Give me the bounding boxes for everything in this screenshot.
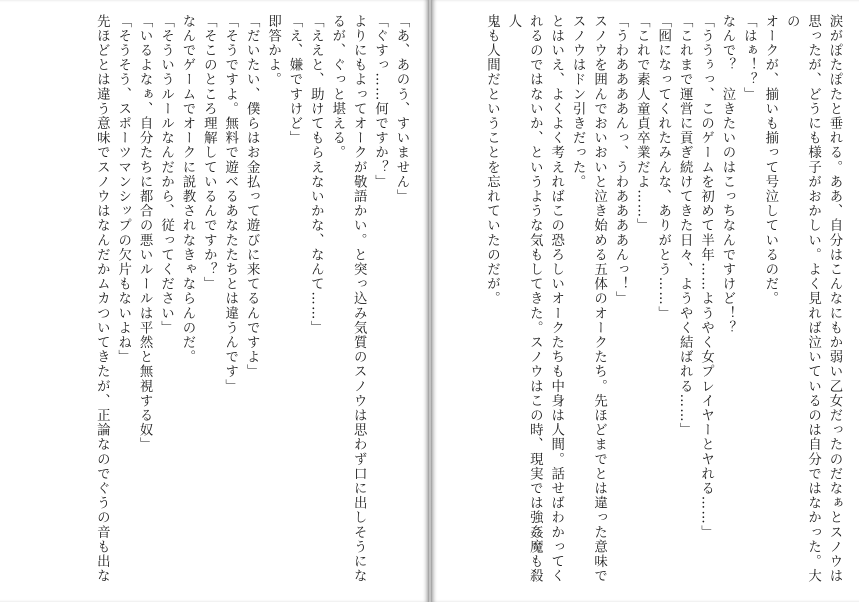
- text-line: 「これまで運営に貢ぎ続けてきた日々、ようやく結ばれる……」: [677, 14, 693, 438]
- text-line: 「はぁ！？」: [741, 14, 757, 102]
- text-line: 「そこのところ理解しているんですか？」: [201, 14, 217, 292]
- text-line: 先ほどとは違う意味でスノウはなんだかムカついてきたが、正論なのでぐうの音も出な: [94, 14, 110, 584]
- right-page: [432, 0, 859, 602]
- text-line: なんでゲームでオークに説教されなきゃならんのだ。: [179, 14, 195, 365]
- text-line: 「ぐすっ……何ですか？」: [372, 14, 388, 190]
- text-line: 「え、嫌ですけど」: [286, 14, 302, 146]
- text-line: スノウはドン引きだった。: [570, 14, 586, 190]
- text-line: 「そうそう、スポーツマンシップの欠片もないよね」: [115, 14, 131, 365]
- text-line: 即答かよ。: [265, 14, 281, 87]
- text-line: なんで？ 泣きたいのはこっちなんですけど！？: [719, 14, 735, 336]
- text-line: 「ううぅっ、このゲームを初めて半年……ようやく女プレイヤーとヤれる……」: [698, 14, 714, 540]
- text-line: 「そういうルールなんだから、従ってください」: [158, 14, 174, 336]
- text-line: 「うわああああんっ、うわああああんっ！」: [612, 14, 628, 306]
- right-page-text: [481, 14, 845, 594]
- text-line: 「あ、あのう、すいません」: [394, 14, 409, 204]
- text-line: 「囮になってくれたみんな、ありがとう……」: [655, 14, 671, 321]
- text-line: よりにもよってオークが敬語かい。と突っ込み気質のスノウは思わず口に出しそうにな: [351, 14, 367, 584]
- text-line: 「いるよなぁ、自分たちに都合の悪いルールは平然と無視する奴」: [137, 14, 153, 452]
- text-line: 「そうですよ。無料で遊べるあなたたちとは違うんです」: [222, 14, 238, 394]
- text-line: 「これで素人童貞卒業だよ……」: [634, 14, 650, 233]
- text-line: るが、ぐっと堪える。: [329, 14, 345, 160]
- text-line: 「ええと、助けてもらえないかな、なんて……」: [308, 14, 324, 336]
- text-line: とはいえ、よくよく考えればこの恐ろしいオークたちも中身は人間。話せばわかってく: [548, 14, 564, 584]
- text-line: スノウを囲んでおいおいと泣き始める五体のオークたち。先ほどまでとは違った意味で: [591, 14, 607, 584]
- text-line: れるのではないか、というような気もしてきた。スノウはこの時、現実では強姦魔も殺人: [505, 14, 543, 584]
- text-line: 涙がぽたぽたと垂れる。ああ、自分はこんなにもか弱い乙女だったのだなぁとスノウは: [827, 14, 842, 584]
- text-line: 「だいたい、僕らはお金払って遊びに来てるんですよ」: [244, 14, 260, 379]
- text-line: 思ったが、どうにも様子がおかしい。よく見れば泣いているのは自分ではなかった。大の: [784, 14, 821, 584]
- left-page: [0, 0, 428, 602]
- text-line: 鬼も人間だということを忘れていたのだが。: [484, 14, 500, 306]
- text-line: オークが、揃いも揃って号泣しているのだ。: [762, 14, 778, 306]
- left-page-text: [91, 14, 412, 594]
